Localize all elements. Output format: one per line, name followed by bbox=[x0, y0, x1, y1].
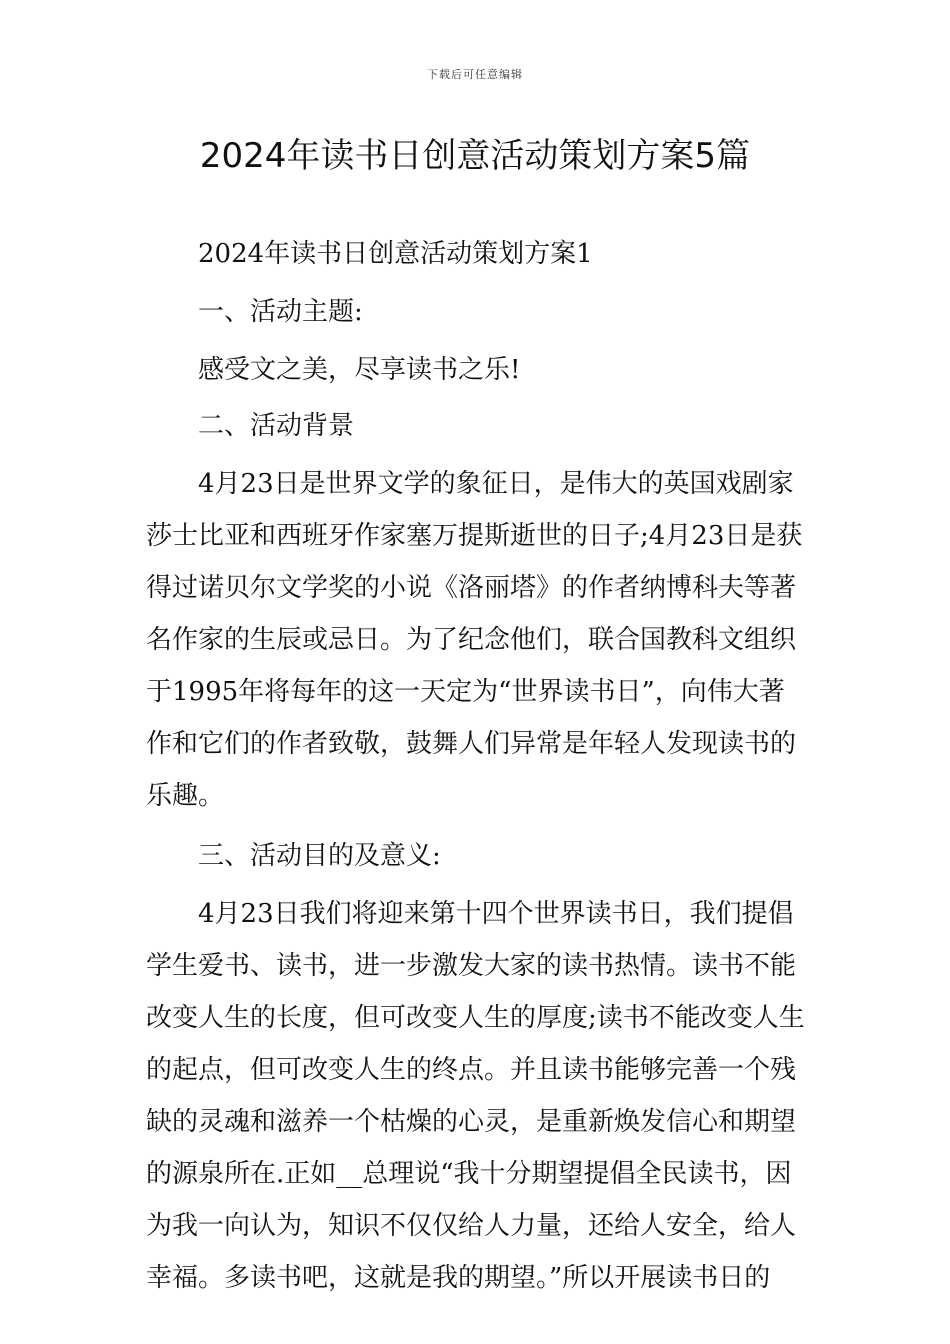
paragraph-line: 得过诺贝尔文学奖的小说《洛丽塔》的作者纳博科夫等著 bbox=[146, 573, 797, 603]
paragraph-line: 学生爱书、读书，进一步激发大家的读书热情。读书不能 bbox=[146, 951, 797, 981]
paragraph-line: 幸福。多读书吧，这就是我的期望。”所以开展读书日的 bbox=[146, 1263, 771, 1293]
section-heading-purpose: 三、活动目的及意义: bbox=[198, 841, 441, 871]
paragraph-line: 缺的灵魂和滋养一个枯燥的心灵，是重新焕发信心和期望 bbox=[146, 1107, 797, 1137]
theme-text: 感受文之美，尽享读书之乐! bbox=[198, 355, 521, 385]
paragraph-line: 的起点，但可改变人生的终点。并且读书能够完善一个残 bbox=[146, 1055, 797, 1085]
section-heading-theme: 一、活动主题: bbox=[198, 297, 363, 327]
document-title: 2024年读书日创意活动策划方案5篇 bbox=[199, 136, 751, 176]
paragraph-line: 作和它们的作者致敬，鼓舞人们异常是年轻人发现读书的 bbox=[146, 729, 797, 759]
paragraph-line: 4月23日是世界文学的象征日，是伟大的英国戏剧家 bbox=[198, 469, 794, 499]
document-body bbox=[146, 228, 810, 1304]
paragraph-line: 莎士比亚和西班牙作家塞万提斯逝世的日子;4月23日是获 bbox=[146, 521, 803, 551]
paragraph-line: 为我一向认为，知识不仅仅给人力量，还给人安全，给人 bbox=[146, 1211, 797, 1241]
paragraph-line: 改变人生的长度，但可改变人生的厚度;读书不能改变人生 bbox=[146, 1003, 805, 1033]
paragraph-line: 的源泉所在.正如__总理说“我十分期望提倡全民读书，因 bbox=[146, 1159, 792, 1189]
page-header-note: 下载后可任意编辑 bbox=[427, 68, 523, 81]
section-heading-plan-1: 2024年读书日创意活动策划方案1 bbox=[198, 239, 593, 269]
paragraph-line: 名作家的生辰或忌日。为了纪念他们，联合国教科文组织 bbox=[146, 625, 797, 655]
paragraph-line: 乐趣。 bbox=[146, 781, 225, 811]
paragraph-line: 4月23日我们将迎来第十四个世界读书日，我们提倡 bbox=[198, 899, 794, 929]
section-heading-background: 二、活动背景 bbox=[198, 411, 355, 441]
paragraph-line: 于1995年将每年的这一天定为“世界读书日”，向伟大著 bbox=[146, 677, 785, 707]
